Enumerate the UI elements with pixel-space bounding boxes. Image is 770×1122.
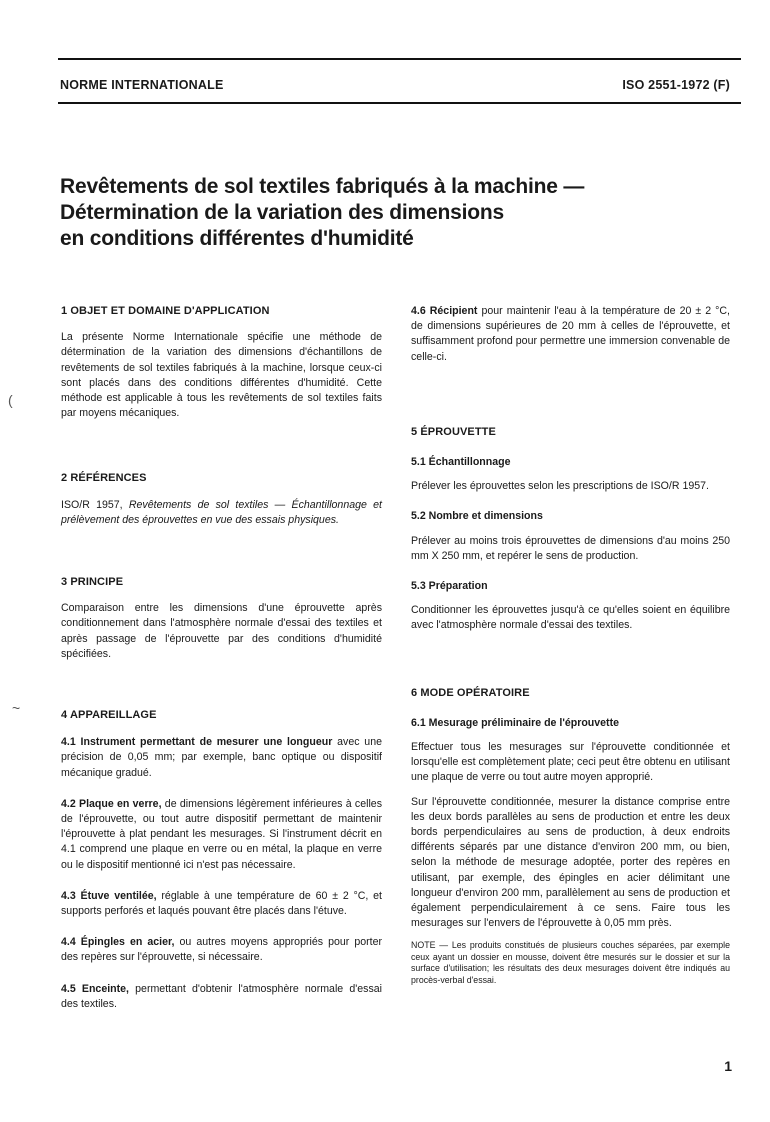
section-5-2-text: Prélever au moins trois éprouvettes de dimensions d'au moins 250 mm X 250 mm, et repérer le sens de production. [411,534,730,562]
section-5-1-heading: 5.1 Échantillonnage [411,456,511,469]
item-4-5-text: permettant d'obtenir l'atmosphère normale d'essai des textiles. [61,982,382,1010]
section-1-text: La présente Norme Internationale spécifie une méthode de détermination de la variation des dimensions d'échantillons de revêtements de sol textiles fabriqués à la machine, lorsque ceux-ci sont placés dans des conditions différentes d'humidité. Cette méthode est applicable à tous les revêtements de sol textiles faits par moyens mécaniques. [61,331,382,420]
title-line-1: Revêtements de sol textiles fabriqués à la machine — [60,175,585,198]
item-4-1-label: 4.1 Instrument permettant de mesurer une longueur [61,736,333,749]
reference-id: ISO/R 1957, [61,498,123,511]
left-column [61,304,382,1012]
section-6-heading: 6 MODE OPÉRATOIRE [411,686,530,699]
item-4-2-label: 4.2 Plaque en verre, [61,797,162,810]
title-line-3: en conditions différentes d'humidité [60,227,414,250]
item-4-1 [61,735,382,781]
section-3-text: Comparaison entre les dimensions d'une éprouvette après conditionnement dans l'atmosphère normale d'essai des textiles et après passage de l'éprouvette par des conditions d'humidité spécifiées. [61,602,382,660]
item-4-3-text: réglable à une température de 60 ± 2 °C, et supports perforés et laqués pouvant être placés dans l'étuve. [61,889,383,918]
note: NOTE — Les produits constitués de plusieurs couches séparées, par exemple ceux ayant un dossier en mousse, doivent être mesurés sur le dossier et sur la surface d'utilisation; les résultats des deux mesurages doivent être indiqués au procès-verbal d'essai. [411,940,730,985]
item-4-5-label: 4.5 Enceinte, [61,982,129,995]
item-4-3-label: 4.3 Étuve ventilée, [61,889,157,902]
item-4-4-text: ou autres moyens appropriés pour porter des repères sur l'éprouvette, si nécessaire. [61,936,383,964]
item-4-2 [61,797,382,873]
item-4-4-label: 4.4 Épingles en acier, [61,936,175,949]
section-5-3-heading: 5.3 Préparation [411,580,488,593]
section-2-text [61,498,382,528]
page-number: 1 [724,1058,732,1074]
section-6-1-para-2: Sur l'éprouvette conditionnée, mesurer la distance comprise entre les deux bords parallèles au sens de production et entre les deux bords perpendiculaires au sens de production, à deux endroits différents séparés par une distance d'environ 200 mm, ou bien, selon la méthode de mesurage adoptée, porter des repères en utilisant, par exemple, des épingles en acier délimitant une longueur d'environ 200 mm, parallèlement au sens de production et également perpendiculairement à ce sens. Faire tous les mesurages sur l'envers de l'éprouvette à 0,05 mm près. [411,795,730,930]
item-4-6 [411,304,730,365]
section-1-heading: 1 OBJET ET DOMAINE D'APPLICATION [61,305,270,317]
top-rule [58,58,741,60]
item-4-5 [61,982,382,1012]
section-5-heading: 5 ÉPROUVETTE [411,425,496,438]
reference-title: Revêtements de sol textiles — Échantillonnage et prélèvement des éprouvettes en vue des essais physiques. [61,498,382,526]
item-4-4 [61,935,382,965]
section-5-1-text: Prélever les éprouvettes selon les prescriptions de ISO/R 1957. [411,480,709,493]
section-6-1-para-1: Effectuer tous les mesurages sur l'éprouvette conditionnée et lorsqu'elle est complètement plate; ceci peut être obtenu en utilisant une plaque de verre ou tout autre moyen approprié. [411,741,730,784]
title-line-2: Détermination de la variation des dimensions [60,201,504,224]
item-4-6-label: 4.6 Récipient [411,305,478,317]
section-5-2-heading: 5.2 Nombre et dimensions [411,510,543,523]
margin-mark-1: ( [8,392,13,408]
header-standard-number: ISO 2551-1972 (F) [622,78,730,92]
document-title [60,174,720,252]
item-4-1-text: avec une précision de 0,05 mm; par exemple, banc optique ou dispositif mécanique gradué. [61,736,382,779]
item-4-6-text: pour maintenir l'eau à la température de 20 ± 2 °C, de dimensions supérieures de 20 mm à celles de l'éprouvette, et suffisamment profond pour permettre une immersion convenable de celle-ci. [411,305,730,363]
right-column [411,304,730,986]
header-rule [58,102,741,104]
section-2-heading: 2 RÉFÉRENCES [61,472,147,485]
section-4-heading: 4 APPAREILLAGE [61,709,157,722]
section-6-1-heading: 6.1 Mesurage préliminaire de l'éprouvette [411,716,619,729]
margin-mark-2: ~ [12,700,21,716]
section-5-3-text: Conditionner les éprouvettes jusqu'à ce qu'elles soient en équilibre avec l'atmosphère normale d'essai des textiles. [411,604,730,632]
section-3-heading: 3 PRINCIPE [61,576,124,589]
item-4-2-text: de dimensions légèrement inférieures à celles de l'éprouvette, ou tout autre dispositif permettant de maintenir l'éprouvette à plat pendant les mesurages. Si l'instrument décrit en 4.1 comprend une plaque en verre ou en métal, la plaque en verre ou le dispositif mentionné ici n'est pas nécessaire. [61,797,382,871]
item-4-3 [61,889,382,919]
header-standard-type: NORME INTERNATIONALE [60,78,224,92]
